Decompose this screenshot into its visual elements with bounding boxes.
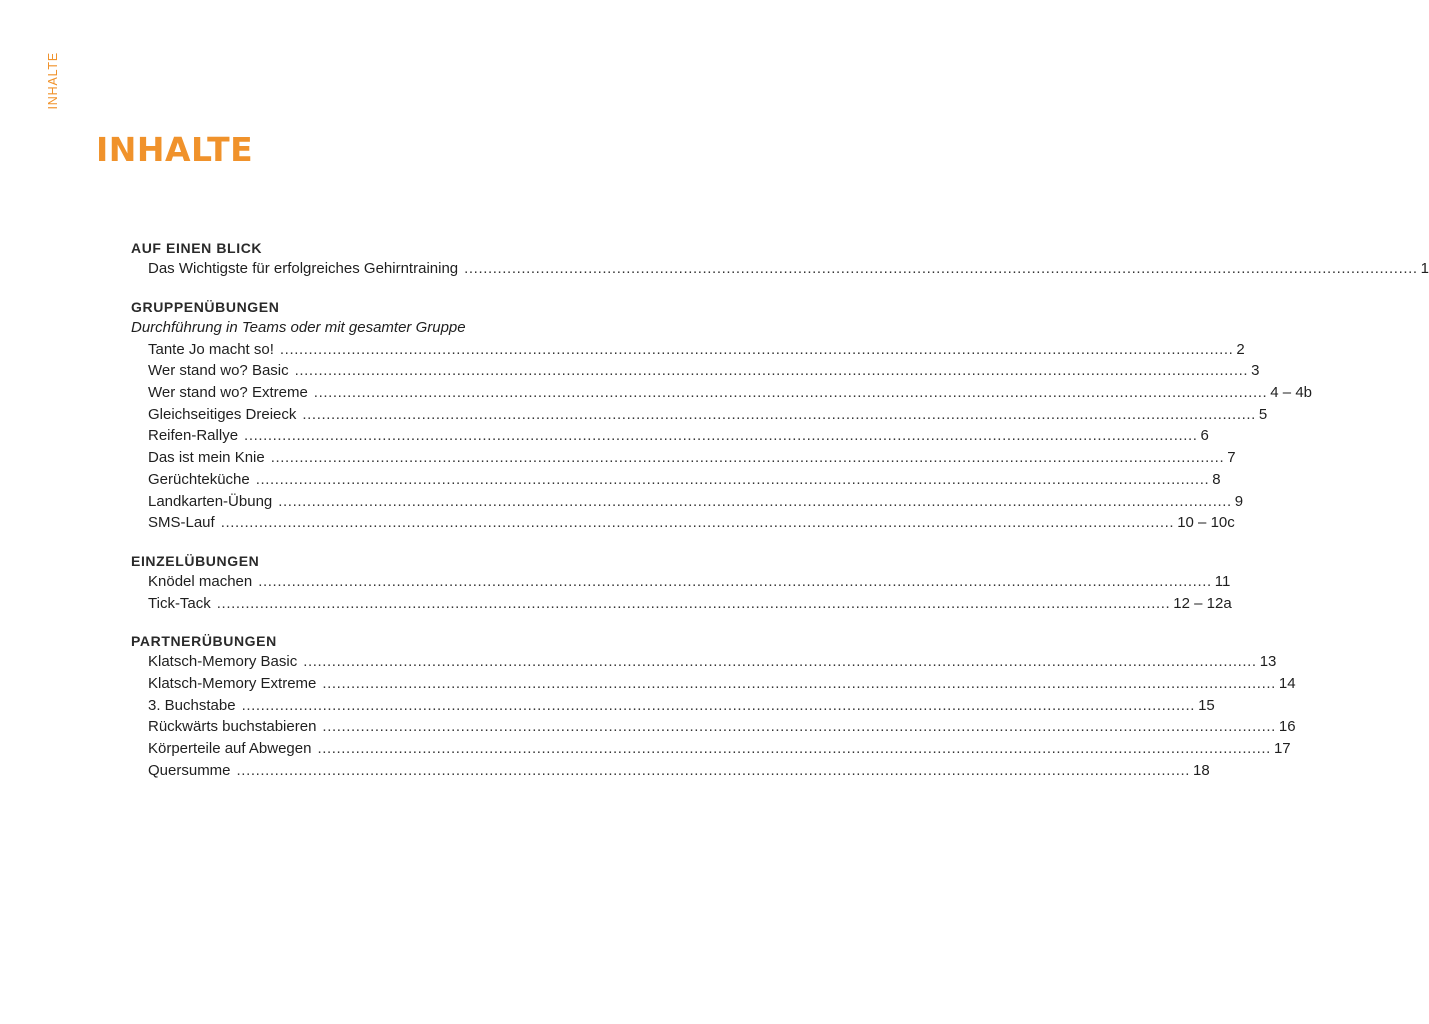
dot-leader: ........................................................................................................................................................................................................ <box>464 260 1418 277</box>
toc-entry <box>131 760 1210 782</box>
toc-entry-title: Landkarten-Übung <box>148 492 273 510</box>
toc-entry-page-number: 5 <box>1258 405 1268 423</box>
dot-leader: ........................................................................................................................................................................................................ <box>241 696 1196 714</box>
toc-entry <box>131 738 1291 760</box>
dot-leader: ........................................................................................................................................................................................................ <box>278 492 1232 510</box>
dot-leader: ........................................................................................................................................................................................................ <box>322 718 1276 736</box>
toc-entry-title: Knödel machen <box>148 572 253 590</box>
toc-section <box>131 551 1232 614</box>
toc-entry-page-number: 13 <box>1259 653 1277 671</box>
toc-entry-page-number: 15 <box>1198 696 1215 714</box>
toc-entry-page-number: 10 – 10c <box>1177 514 1235 532</box>
toc-entry-page-number: 1 <box>1420 260 1429 277</box>
toc-section <box>131 238 1429 280</box>
dot-leader: ........................................................................................................................................................................................................ <box>216 594 1171 612</box>
toc-entry-title: Körperteile auf Abwegen <box>148 740 312 757</box>
section-heading: AUF EINEN BLICK <box>131 240 263 256</box>
toc-entry <box>131 404 1268 426</box>
toc-entry-title: Tick-Tack <box>148 594 211 612</box>
toc-entry-title: Das Wichtigste für erfolgreiches Gehirntraining <box>148 260 459 277</box>
dot-leader: ........................................................................................................................................................................................................ <box>236 761 1191 779</box>
toc-entry <box>131 382 1313 404</box>
toc-entry-title: SMS-Lauf <box>148 514 215 532</box>
toc-entry <box>131 651 1277 673</box>
toc-entry-page-number: 2 <box>1236 340 1245 358</box>
dot-leader: ........................................................................................................................................................................................................ <box>255 470 1210 488</box>
section-heading: PARTNERÜBUNGEN <box>131 633 277 650</box>
toc-entry <box>131 469 1221 491</box>
dot-leader: ........................................................................................................................................................................................................ <box>302 405 1256 423</box>
dot-leader: ........................................................................................................................................................................................................ <box>258 572 1212 590</box>
toc-entry-title: Wer stand wo? Extreme <box>148 384 308 402</box>
toc-entry-page-number: 14 <box>1278 674 1296 692</box>
toc-entry <box>131 593 1232 615</box>
toc-entry-page-number: 9 <box>1234 492 1244 510</box>
toc-section <box>131 631 1296 781</box>
toc-entry <box>131 695 1215 717</box>
dot-leader: ........................................................................................................................................................................................................ <box>322 674 1276 692</box>
toc-entry <box>131 360 1260 382</box>
dot-leader: ........................................................................................................................................................................................................ <box>317 740 1271 757</box>
toc-entry <box>131 571 1231 593</box>
toc-entry <box>131 258 1429 280</box>
toc-entry-page-number: 7 <box>1227 449 1236 467</box>
section-heading: EINZELÜBUNGEN <box>131 552 260 569</box>
toc-entry <box>131 491 1244 513</box>
toc-entry <box>131 447 1236 469</box>
toc-entry-title: Gerüchteküche <box>148 470 250 488</box>
section-heading: GRUPPENÜBUNGEN <box>131 298 280 315</box>
side-running-header-text: INHALTE <box>46 52 60 110</box>
toc-entry-page-number: 16 <box>1278 718 1296 736</box>
toc-entry-title: Tante Jo macht so! <box>148 340 274 358</box>
dot-leader: ........................................................................................................................................................................................................ <box>279 340 1234 358</box>
toc-entry-title: Gleichseitiges Dreieck <box>148 405 297 423</box>
dot-leader: ........................................................................................................................................................................................................ <box>303 653 1257 671</box>
toc-entry-page-number: 17 <box>1273 740 1291 757</box>
toc-entry <box>131 673 1296 695</box>
toc-entry-page-number: 11 <box>1214 572 1231 590</box>
toc-entry-title: Wer stand wo? Basic <box>148 362 289 380</box>
toc-entry-title: Reifen-Rallye <box>148 427 239 445</box>
dot-leader: ........................................................................................................................................................................................................ <box>313 384 1268 402</box>
toc-entry-title: Klatsch-Memory Basic <box>148 653 298 671</box>
dot-leader: ........................................................................................................................................................................................................ <box>294 362 1249 380</box>
section-subtitle: Durchführung in Teams oder mit gesamter Gruppe <box>131 318 466 336</box>
dot-leader: ........................................................................................................................................................................................................ <box>270 449 1225 467</box>
toc-entry-title: Klatsch-Memory Extreme <box>148 674 317 692</box>
toc-entry-page-number: 3 <box>1251 362 1260 380</box>
toc-entry <box>131 716 1296 738</box>
toc-entry <box>131 425 1209 447</box>
table-of-contents <box>131 238 1429 798</box>
toc-entry-title: Das ist mein Knie <box>148 449 265 467</box>
toc-entry-page-number: 18 <box>1193 761 1210 779</box>
toc-entry-page-number: 8 <box>1212 470 1221 488</box>
toc-entry-page-number: 4 – 4b <box>1270 384 1313 402</box>
toc-entry-title: Quersumme <box>148 761 231 779</box>
side-running-header <box>46 52 66 112</box>
toc-entry <box>131 339 1245 361</box>
toc-entry <box>131 512 1235 534</box>
dot-leader: ........................................................................................................................................................................................................ <box>244 427 1198 445</box>
toc-entry-title: 3. Buchstabe <box>148 696 236 714</box>
toc-entry-page-number: 6 <box>1200 427 1209 445</box>
dot-leader: ........................................................................................................................................................................................................ <box>220 514 1175 532</box>
page-title: INHALTE <box>96 130 254 169</box>
toc-entry-title: Rückwärts buchstabieren <box>148 718 317 736</box>
toc-entry-page-number: 12 – 12a <box>1173 594 1232 612</box>
toc-section <box>131 297 1313 534</box>
